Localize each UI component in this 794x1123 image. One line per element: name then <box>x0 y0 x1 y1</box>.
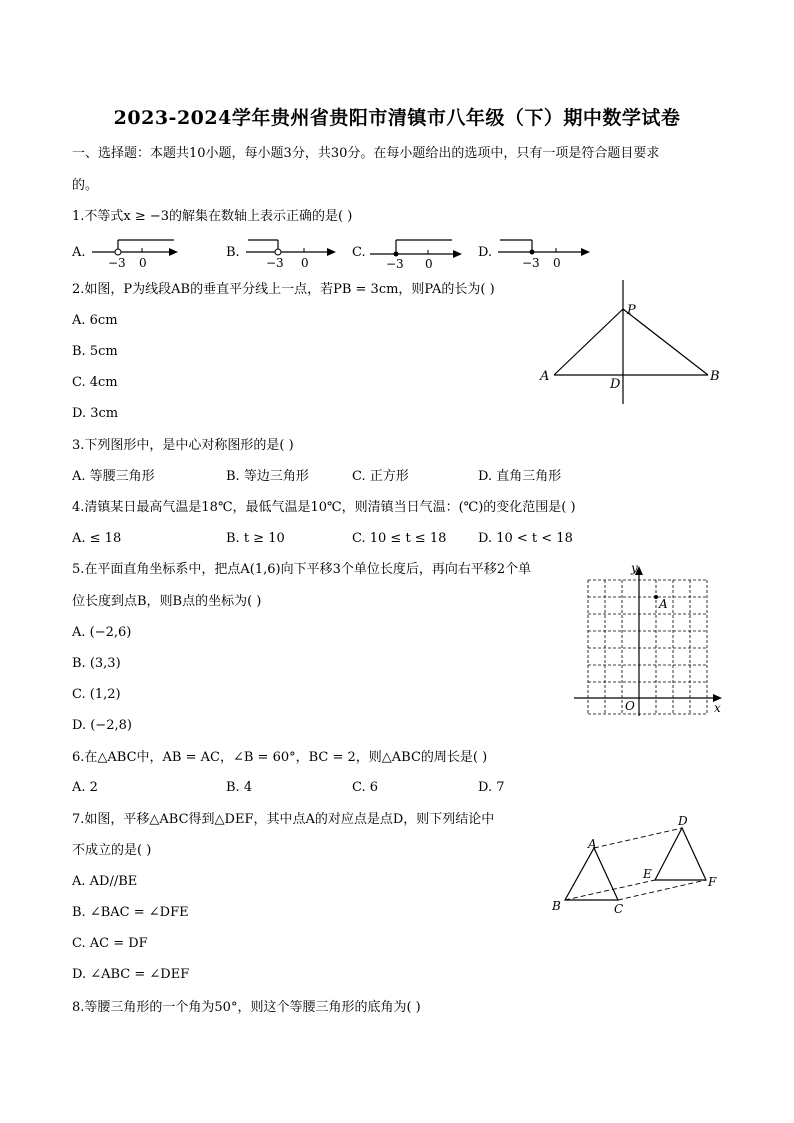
tick-label-zero: 0 <box>553 256 561 270</box>
option-a[interactable]: A. <box>72 245 86 260</box>
question-6: 6.在△ABC中，AB = AC，∠B = 60°，BC = 2，则△ABC的周长是( ) <box>72 750 488 765</box>
option-c[interactable]: C. 10 ≤ t ≤ 18 <box>352 531 447 546</box>
question-text: 下列图形中，是中心对称图形的是( ) <box>84 438 294 453</box>
label-f: F <box>708 875 717 889</box>
question-text: 如图，平移△ABC得到△DEF，其中点A的对应点是点D，则下列结论中 <box>84 812 495 827</box>
question-text: 如图，P为线段AB的垂直平分线上一点，若PB = 3cm，则PA的长为( ) <box>84 282 495 297</box>
tick-label-minus3: −3 <box>522 256 540 270</box>
label-b: B <box>552 899 561 913</box>
tick-label-minus3: −3 <box>266 256 284 270</box>
option-b[interactable]: B. ∠BAC = ∠DFE <box>72 905 189 920</box>
label-d: D <box>610 377 621 392</box>
tick-label-zero: 0 <box>139 256 147 270</box>
label-p: P <box>627 303 636 318</box>
tick-label-minus3: −3 <box>108 256 126 270</box>
question-text: 在△ABC中，AB = AC，∠B = 60°，BC = 2，则△ABC的周长是( ) <box>84 750 488 765</box>
question-7-cont: 不成立的是( ) <box>72 843 152 858</box>
question-4: 4.清镇某日最高气温是18℃，最低气温是10℃，则清镇当日气温：(℃)的变化范围是( ) <box>72 500 576 515</box>
question-7: 7.如图，平移△ABC得到△DEF，其中点A的对应点是点D，则下列结论中 <box>72 812 495 827</box>
numberline-d <box>496 236 592 270</box>
option-b[interactable]: B. 4 <box>226 780 253 795</box>
tick-label-zero: 0 <box>301 256 309 270</box>
option-b[interactable]: B. 等边三角形 <box>226 469 309 484</box>
label-a: A <box>588 837 597 851</box>
question-1 <box>72 208 352 226</box>
option-a[interactable]: A. 等腰三角形 <box>72 469 155 484</box>
option-a[interactable]: A. 2 <box>72 780 98 795</box>
label-b: B <box>710 369 720 384</box>
option-b[interactable]: B. <box>226 245 240 260</box>
option-d[interactable]: D. 7 <box>478 780 505 795</box>
label-origin: O <box>625 699 635 713</box>
option-d[interactable]: D. 3cm <box>72 406 119 421</box>
numberline-b <box>244 236 338 270</box>
tick-label-zero: 0 <box>425 257 433 270</box>
figure-coordinate-grid <box>570 560 726 720</box>
section-instructions-cont: 的。 <box>72 178 99 193</box>
label-point-a: A <box>659 597 668 611</box>
question-2: 2.如图，P为线段AB的垂直平分线上一点，若PB = 3cm，则PA的长为( ) <box>72 282 495 297</box>
option-d[interactable]: D. (−2,8) <box>72 718 132 733</box>
label-y-axis: y <box>631 561 638 575</box>
figure-perpendicular-bisector <box>536 276 726 408</box>
page-title: 2023-2024学年贵州省贵阳市清镇市八年级（下）期中数学试卷 <box>113 107 681 129</box>
question-5-cont: 位长度到点B，则B点的坐标为( ) <box>72 594 262 609</box>
figure-translation <box>548 810 728 920</box>
option-d[interactable]: D. 10 < t < 18 <box>478 531 573 546</box>
option-d[interactable]: D. 直角三角形 <box>478 469 562 484</box>
question-number: 1. <box>72 209 85 224</box>
option-c[interactable]: C. 正方形 <box>352 469 409 484</box>
option-d[interactable]: D. ∠ABC = ∠DEF <box>72 967 190 982</box>
option-d[interactable]: D. <box>478 245 493 260</box>
numberline-c <box>368 236 464 270</box>
option-a[interactable]: A. 6cm <box>72 313 118 328</box>
question-8: 8.等腰三角形的一个角为50°，则这个等腰三角形的底角为( ) <box>72 1000 421 1015</box>
question-text: 在平面直角坐标系中，把点A(1,6)向下平移3个单位长度后，再向右平移2个单 <box>84 562 532 577</box>
tick-label-minus3: −3 <box>386 257 404 270</box>
question-text: 不等式x ≥ −3的解集在数轴上表示正确的是( ) <box>84 209 353 224</box>
option-a[interactable]: A. (−2,6) <box>72 625 132 640</box>
option-c[interactable]: C. <box>352 245 366 260</box>
option-b[interactable]: B. t ≥ 10 <box>226 531 285 546</box>
option-c[interactable]: C. AC = DF <box>72 936 148 951</box>
option-c[interactable]: C. 4cm <box>72 375 118 390</box>
label-a: A <box>540 369 550 384</box>
question-3: 3.下列图形中，是中心对称图形的是( ) <box>72 438 294 453</box>
option-a[interactable]: A. AD//BE <box>72 874 138 889</box>
option-b[interactable]: B. (3,3) <box>72 656 121 671</box>
question-text: 等腰三角形的一个角为50°，则这个等腰三角形的底角为( ) <box>84 1000 421 1015</box>
option-a[interactable]: A. ≤ 18 <box>72 531 122 546</box>
option-c[interactable]: C. 6 <box>352 780 379 795</box>
numberline-a <box>90 236 180 270</box>
label-x-axis: x <box>714 701 721 715</box>
option-b[interactable]: B. 5cm <box>72 344 118 359</box>
section-instructions: 一、选择题：本题共10小题，每小题3分，共30分。在每小题给出的选项中，只有一项是符合题目要求 <box>72 146 660 161</box>
label-d: D <box>678 814 688 828</box>
option-c[interactable]: C. (1,2) <box>72 687 121 702</box>
label-c: C <box>614 902 624 916</box>
label-e: E <box>643 867 652 881</box>
question-5: 5.在平面直角坐标系中，把点A(1,6)向下平移3个单位长度后，再向右平移2个单 <box>72 562 532 577</box>
question-text: 清镇某日最高气温是18℃，最低气温是10℃，则清镇当日气温：(℃)的变化范围是( ) <box>84 500 576 515</box>
